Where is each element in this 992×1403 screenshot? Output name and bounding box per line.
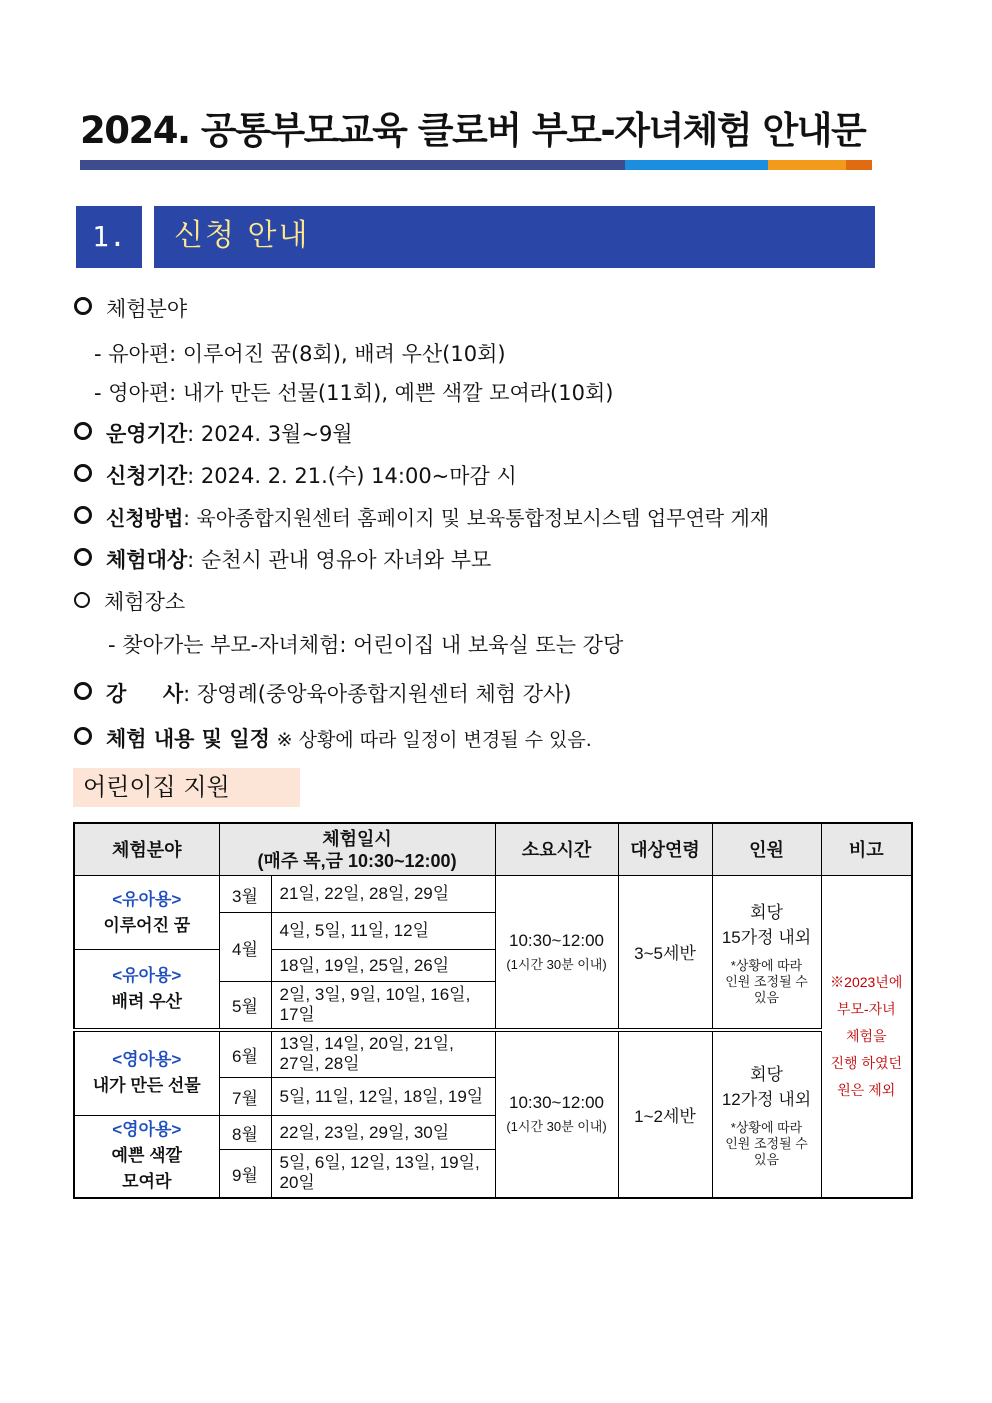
people-note-line1: *상황에 따라 (730, 1120, 803, 1135)
page-title: 2024. 공통부모교육 클로버 부모-자녀체험 안내문 (80, 109, 866, 152)
people-cell (712, 1030, 821, 1198)
section-number: 1. (76, 206, 142, 268)
circle-bullet-icon (74, 548, 92, 566)
date-line2: 27일, 28일 (279, 1054, 360, 1074)
people-note (717, 1120, 817, 1168)
header-field: 체험분야 (74, 823, 219, 876)
title-bar-deep-orange (846, 160, 872, 170)
month-cell: 4월 (219, 913, 271, 982)
people-note-line1: *상황에 따라 (730, 957, 803, 973)
category-cell (74, 876, 219, 950)
apply-value: : 2024. 2. 21.(수) 14:00~마감 시 (187, 464, 517, 488)
table-row (74, 1030, 912, 1078)
circle-bullet-icon (74, 592, 90, 608)
people-line1: 회당 (750, 1065, 783, 1084)
category-tag: <영아용> (112, 1050, 182, 1070)
duration-cell (495, 1030, 618, 1198)
table-header-row (74, 823, 912, 876)
circle-bullet-icon (74, 422, 92, 440)
apply-label: 신청기간 (106, 464, 188, 488)
target-value: : 순천시 관내 영유아 자녀와 부모 (187, 548, 492, 572)
people-line1: 회당 (750, 902, 783, 922)
date-cell (271, 1150, 495, 1198)
lecturer-value: : 장영례(중앙육아종합지원센터 체험 강사) (183, 682, 572, 706)
month-cell: 7월 (219, 1078, 271, 1116)
method-value: : 육아종합지원센터 홈페이지 및 보육통합정보시스템 업무연락 게재 (183, 506, 770, 530)
remark-cell (821, 876, 912, 1198)
title-bar-orange (768, 160, 846, 170)
field-sub1: - 유아편: 이루어진 꿈(8회), 배려 우산(10회) (94, 342, 506, 366)
remark-line1: ※2023년에 (830, 973, 903, 990)
month-cell: 8월 (219, 1116, 271, 1150)
title-bar-navy (80, 160, 625, 170)
date-line1: 2일, 3일, 9일, 10일, 16일, (279, 984, 471, 1004)
date-cell (271, 982, 495, 1030)
place-sub: - 찾아가는 부모-자녀체험: 어린이집 내 보육실 또는 강당 (108, 633, 624, 657)
header-date (219, 823, 495, 876)
date-cell: 22일, 23일, 29일, 30일 (271, 1116, 495, 1150)
remark-line3: 체험을 (845, 1027, 887, 1044)
period-value: : 2024. 3월~9월 (187, 422, 353, 446)
duration-value: 10:30~12:00 (509, 930, 605, 950)
date-cell (271, 1030, 495, 1078)
category-name: 이루어진 꿈 (103, 915, 191, 935)
place-line (74, 586, 185, 616)
title-bar-blue (625, 160, 768, 170)
remark-line2: 부모-자녀 (836, 1000, 896, 1017)
field-line (74, 293, 187, 323)
table-row (74, 876, 912, 913)
target-line (74, 544, 491, 574)
remark-line4: 진행 하였던 (830, 1054, 903, 1071)
category-tag: <영아용> (112, 1120, 182, 1140)
people-note-line2: 인원 조정될 수 (725, 1136, 808, 1151)
header-date-line2: (매주 목,금 10:30~12:00) (257, 850, 457, 871)
age-cell: 3~5세반 (618, 876, 712, 1030)
header-age: 대상연령 (618, 823, 712, 876)
people-line2: 12가정 내외 (721, 1090, 812, 1109)
age-cell: 1~2세반 (618, 1030, 712, 1198)
circle-bullet-icon (74, 506, 92, 524)
month-cell: 3월 (219, 876, 271, 913)
date-line2: 17일 (279, 1004, 315, 1024)
schedule-label: 체험 내용 및 일정 (106, 727, 270, 751)
remark-line5: 원은 제외 (837, 1081, 896, 1098)
duration-cell (495, 876, 618, 1030)
method-label: 신청방법 (106, 506, 184, 530)
target-label: 체험대상 (106, 548, 188, 572)
category-cell (74, 950, 219, 1030)
duration-note: (1시간 30분 이내) (506, 956, 607, 972)
duration-note: (1시간 30분 이내) (506, 1119, 607, 1134)
circle-bullet-icon (74, 727, 92, 745)
month-cell: 6월 (219, 1030, 271, 1078)
people-line2: 15가정 내외 (721, 927, 812, 947)
category-name: 내가 만든 선물 (92, 1076, 201, 1096)
period-label: 운영기간 (106, 422, 188, 446)
section-title: 신청 안내 (154, 206, 875, 268)
category-name: 배려 우산 (111, 991, 182, 1011)
category-name-line2: 모여라 (122, 1172, 172, 1192)
sub-heading: 어린이집 지원 (73, 768, 300, 807)
people-note-line2: 인원 조정될 수 (725, 973, 808, 989)
header-date-line1: 체험일시 (322, 828, 392, 849)
period-line (74, 418, 353, 448)
people-note-line3: 있음 (753, 989, 780, 1005)
field-sub2: - 영아편: 내가 만든 선물(11회), 예쁜 색깔 모여라(10회) (94, 381, 614, 405)
header-duration: 소요시간 (495, 823, 618, 876)
header-note: 비고 (821, 823, 912, 876)
date-line1: 5일, 6일, 12일, 13일, 19일, (279, 1153, 480, 1173)
place-label: 체험장소 (104, 590, 186, 614)
schedule-note: ※ 상황에 따라 일정이 변경될 수 있음. (276, 729, 592, 751)
lecturer-label: 강 사 (106, 682, 184, 706)
date-cell: 4일, 5일, 11일, 12일 (271, 913, 495, 950)
lecturer-line (74, 678, 572, 708)
category-cell (74, 1116, 219, 1198)
date-cell: 18일, 19일, 25일, 26일 (271, 950, 495, 982)
date-cell: 21일, 22일, 28일, 29일 (271, 876, 495, 913)
schedule-line (74, 723, 592, 753)
circle-bullet-icon (74, 682, 92, 700)
month-cell: 9월 (219, 1150, 271, 1198)
circle-bullet-icon (74, 297, 92, 315)
people-note-line3: 있음 (753, 1152, 780, 1167)
method-line (74, 502, 769, 531)
category-name-line1: 예쁜 색깔 (111, 1146, 182, 1166)
field-label: 체험분야 (106, 297, 188, 321)
date-line1: 13일, 14일, 20일, 21일, (279, 1034, 454, 1054)
duration-value: 10:30~12:00 (509, 1093, 605, 1112)
category-cell (74, 1030, 219, 1116)
people-cell (712, 876, 821, 1030)
apply-line (74, 460, 517, 490)
date-cell: 5일, 11일, 12일, 18일, 19일 (271, 1078, 495, 1116)
date-line2: 20일 (279, 1173, 315, 1193)
schedule-table (73, 822, 913, 1199)
circle-bullet-icon (74, 464, 92, 482)
category-tag: <유아용> (112, 889, 182, 909)
month-cell: 5월 (219, 982, 271, 1030)
header-people: 인원 (712, 823, 821, 876)
category-tag: <유아용> (112, 965, 182, 985)
people-note (717, 958, 817, 1006)
